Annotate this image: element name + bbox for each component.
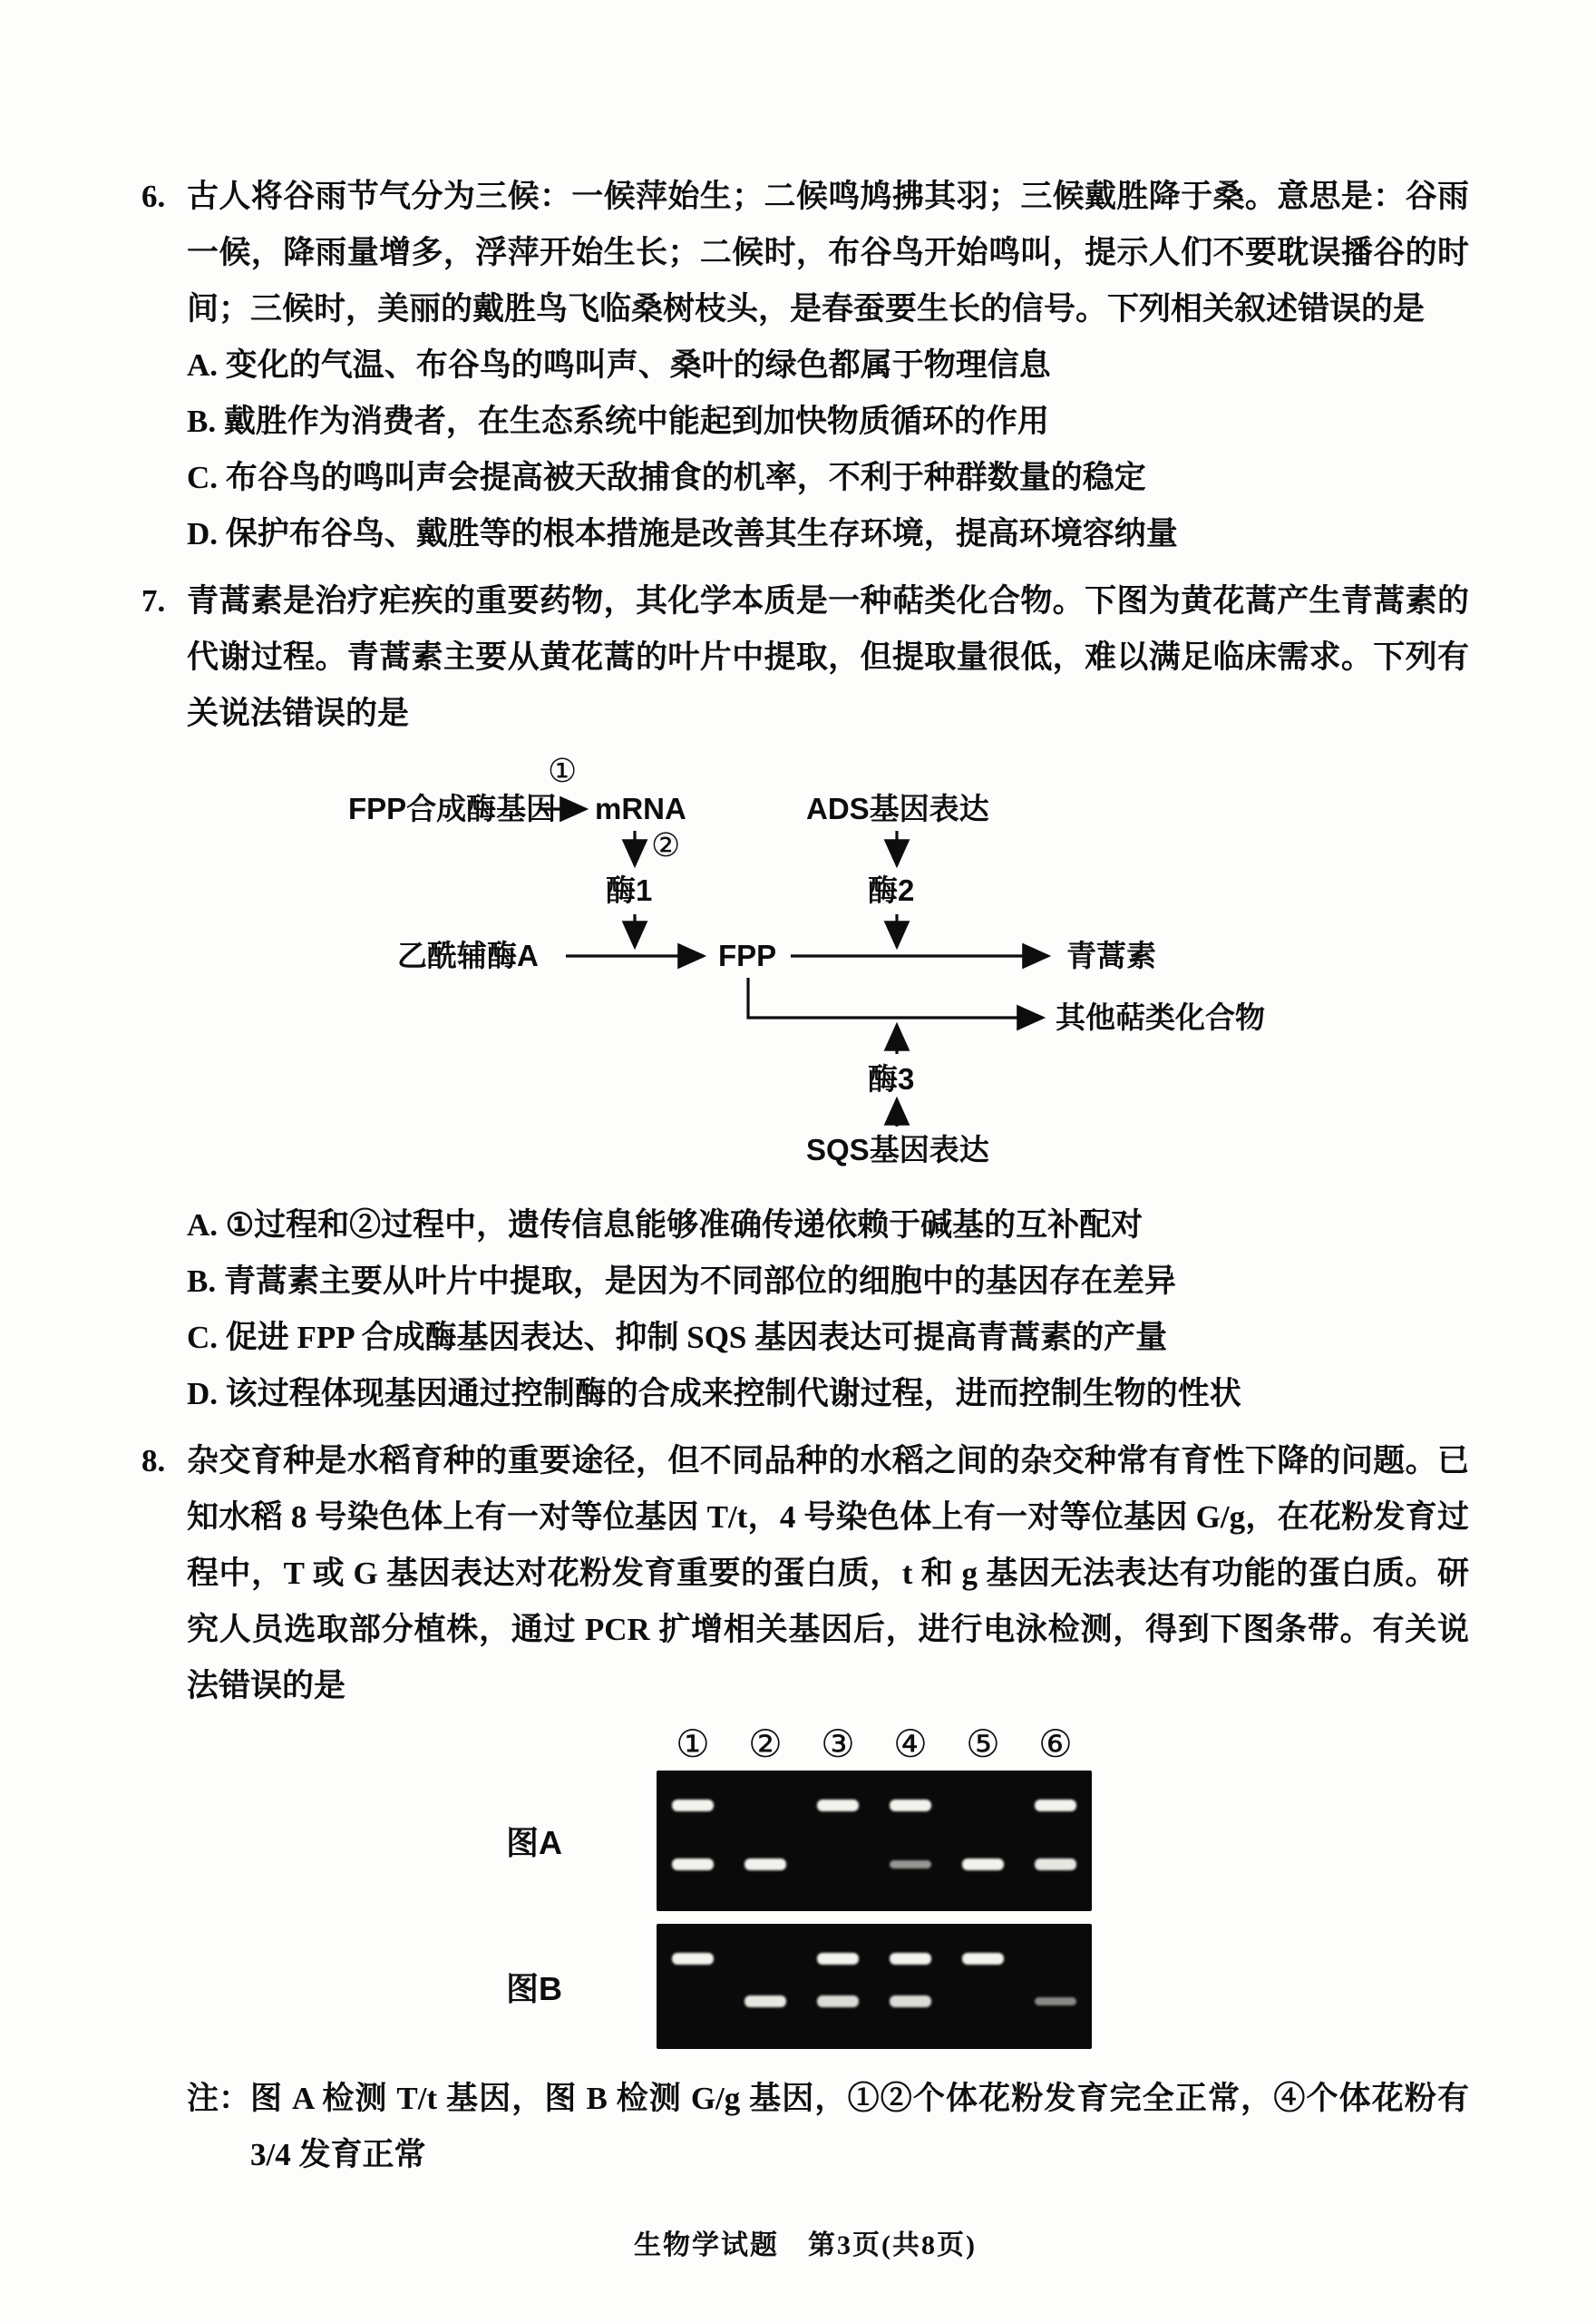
- gel-band: [1035, 1800, 1076, 1811]
- question-8-number: 8.: [141, 1443, 166, 1478]
- label-enzyme-1: 酶1: [606, 873, 653, 907]
- gel-b-row: [506, 1924, 1095, 2049]
- q8-note-prefix: 注：: [187, 2081, 251, 2116]
- label-acetyl-coa: 乙酰辅酶A: [397, 939, 539, 972]
- gel-band: [1035, 1997, 1076, 2005]
- question-7-option-b: B. 青蒿素主要从叶片中提取，是因为不同部位的细胞中的基因存在差异: [187, 1263, 1176, 1299]
- question-6-body: [187, 169, 1469, 562]
- gel-band: [962, 1859, 1004, 1870]
- gel-lane-label: ③: [821, 1724, 855, 1766]
- gel-b-image: [657, 1924, 1092, 2049]
- gel-lane-label: ②: [748, 1724, 783, 1766]
- label-artemisinin: 青蒿素: [1066, 939, 1156, 972]
- label-ads-gene-expression: ADS基因表达: [806, 792, 989, 825]
- question-6-number: 6.: [141, 179, 166, 214]
- gel-band: [744, 1995, 786, 2007]
- gel-band: [890, 1953, 931, 1965]
- label-fpp: FPP: [718, 939, 777, 972]
- question-6-option-b: B. 戴胜作为消费者，在生态系统中能起到加快物质循环的作用: [187, 404, 1049, 439]
- question-6-option-d: D. 保护布谷鸟、戴胜等的根本措施是改善其生存环境，提高环境容纳量: [187, 516, 1178, 551]
- gel-band: [672, 1800, 714, 1811]
- gel-band: [890, 1860, 931, 1868]
- gel-lane-label: ⑥: [1038, 1724, 1073, 1766]
- gel-band: [962, 1953, 1004, 1965]
- question-8-stem: 杂交育种是水稻育种的重要途径，但不同品种的水稻之间的杂交种常有育性下降的问题。已知水稻 8 号染色体上有一对等位基因 T/t，4 号染色体上有一对等位基因 G/g，在花粉发育过程中，T 或 G 基因表达对花粉发育重要的蛋白质，t 和 g 基因无法表达有功能的蛋白质。研究人员选取部分植株，通过 PCR 扩增相关基因后，进行电泳检测，得到下图条带。有关说法错误的是: [187, 1443, 1469, 1703]
- gel-a-image: [657, 1771, 1092, 1911]
- question-7-stem: 青蒿素是治疗疟疾的重要药物，其化学本质是一种萜类化合物。下图为黄花蒿产生青蒿素的代谢过程。青蒿素主要从黄花蒿的叶片中提取，但提取量很低，难以满足临床需求。下列有关说法错误的是: [187, 583, 1469, 731]
- label-enzyme-2: 酶2: [868, 873, 915, 907]
- gel-band: [672, 1859, 714, 1870]
- label-enzyme-3: 酶3: [868, 1062, 915, 1096]
- question-6-stem: 古人将谷雨节气分为三候：一候萍始生；二候鸣鸠拂其羽；三候戴胜降于桑。意思是：谷雨一候，降雨量增多，浮萍开始生长；二候时，布谷鸟开始鸣叫，提示人们不要耽误播谷的时间；三候时，美丽的戴胜鸟飞临桑树枝头，是春蚕要生长的信号。下列相关叙述错误的是: [187, 179, 1469, 327]
- label-fpp-synthase-gene: FPP合成酶基因: [348, 792, 557, 825]
- gel-band: [817, 1953, 859, 1965]
- label-other-terpenes: 其他萜类化合物: [1056, 1000, 1265, 1034]
- q8-note: [187, 2071, 1469, 2183]
- question-6: [141, 169, 1469, 562]
- gel-b-label: 图B: [506, 1969, 562, 2007]
- label-step-1: ①: [548, 752, 578, 789]
- gel-band: [890, 1800, 931, 1811]
- gel-lane-label: ①: [676, 1724, 710, 1766]
- gel-lane-label: ④: [893, 1724, 928, 1766]
- page-footer: 生物学试题 第3页(共8页): [634, 2230, 977, 2260]
- gel-band: [672, 1953, 714, 1965]
- gel-a-label: 图A: [506, 1824, 562, 1861]
- label-step-2: ②: [651, 826, 681, 863]
- question-8: [141, 1433, 1469, 2183]
- gel-band: [817, 1800, 859, 1811]
- gel-band: [890, 1995, 931, 2007]
- question-6-option-c: C. 布谷鸟的鸣叫声会提高被天敌捕食的机率，不利于种群数量的稳定: [187, 460, 1146, 495]
- gel-lane-labels: [657, 1718, 1092, 1771]
- question-7-option-a: A. ①过程和②过程中，遗传信息能够准确传递依赖于碱基的互补配对: [187, 1207, 1143, 1243]
- q7-pathway-diagram: [348, 752, 1418, 1185]
- gel-a-row: [506, 1771, 1095, 1911]
- label-sqs-gene-expression: SQS基因表达: [806, 1133, 989, 1166]
- question-7-number: 7.: [141, 583, 166, 619]
- gel-band: [744, 1859, 786, 1870]
- q8-note-text: 图 A 检测 T/t 基因，图 B 检测 G/g 基因，①②个体花粉发育完全正常，④个体花粉有 3/4 发育正常: [250, 2081, 1469, 2172]
- question-7-option-c: C. 促进 FPP 合成酶基因表达、抑制 SQS 基因表达可提高青蒿素的产量: [187, 1320, 1168, 1355]
- gel-band: [817, 1995, 859, 2007]
- question-6-option-a: A. 变化的气温、布谷鸟的鸣叫声、桑叶的绿色都属于物理信息: [187, 347, 1051, 383]
- q8-gel-figure: [506, 1718, 1095, 2049]
- question-7-body: [187, 573, 1469, 1422]
- question-7: [141, 573, 1469, 1422]
- question-7-option-d: D. 该过程体现基因通过控制酶的合成来控制代谢过程，进而控制生物的性状: [187, 1376, 1241, 1411]
- gel-band: [1035, 1859, 1076, 1870]
- gel-lane-label: ⑤: [966, 1724, 1000, 1766]
- question-8-body: [187, 1433, 1469, 2183]
- label-mrna: mRNA: [595, 792, 686, 825]
